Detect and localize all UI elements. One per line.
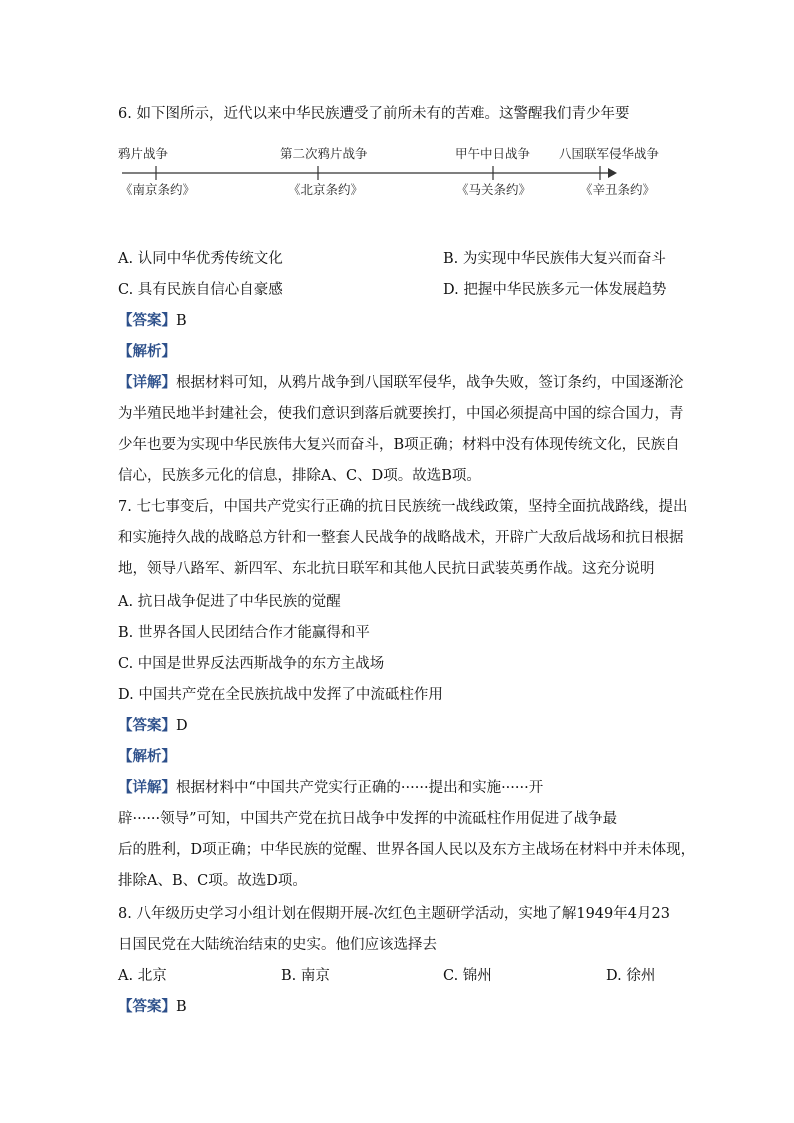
q8-answer: B	[176, 999, 187, 1015]
timeline-treaty-3: 《马关条约》	[456, 182, 532, 197]
q6-option-b: B. 为实现中华民族伟大复兴而奋斗	[443, 251, 666, 267]
answer-tag: 【答案】	[118, 998, 176, 1015]
q8-option-d: D. 徐州	[606, 968, 656, 984]
analysis-tag: 【解析】	[118, 343, 176, 360]
q7-answer: D	[176, 718, 188, 734]
timeline-arrowhead	[608, 168, 617, 178]
timeline-event-2: 第二次鸦片战争	[280, 146, 368, 161]
q6-detail-line-3: 少年也要为实现中华民族伟大复兴而奋斗，B项正确；材料中没有体现传统文化，民族自	[118, 437, 680, 453]
q6-detail-line-4: 信心，民族多元化的信息，排除A、C、D项。故选B项。	[118, 468, 481, 484]
detail-tag: 【详解】	[118, 779, 176, 796]
q7-detail-line-4: 排除A、B、C项。故选D项。	[118, 873, 307, 889]
q7-answer-row	[118, 716, 188, 736]
q7-stem-line-3: 地，领导八路军、新四军、东北抗日联军和其他人民抗日武装英勇作战。这充分说明	[118, 561, 655, 577]
answer-tag: 【答案】	[118, 312, 176, 329]
q6-option-d: D. 把握中华民族多元一体发展趋势	[443, 282, 667, 298]
q6-detail-line-1	[118, 373, 684, 393]
timeline-event-4: 八国联军侵华战争	[559, 146, 660, 161]
q8-stem-line-1: 8. 八年级历史学习小组计划在假期开展-次红色主题研学活动，实地了解1949年4月23	[118, 906, 670, 922]
q7-option-d: D. 中国共产党在全民族抗战中发挥了中流砥柱作用	[118, 687, 443, 703]
q7-detail-line-2: 辟······领导”可知，中国共产党在抗日战争中发挥的中流砥柱作用促进了战争最	[118, 811, 618, 827]
q8-option-a: A. 北京	[118, 968, 167, 984]
q7-option-c: C. 中国是世界反法西斯战争的东方主战场	[118, 656, 385, 672]
timeline-event-1: 鸦片战争	[118, 146, 169, 161]
q7-analysis-row	[118, 747, 176, 767]
timeline-event-3: 甲午中日战争	[455, 146, 531, 161]
q7-option-b: B. 世界各国人民团结合作才能赢得和平	[118, 625, 370, 641]
q6-stem: 6. 如下图所示，近代以来中华民族遭受了前所未有的苦难。这警醒我们青少年要	[118, 106, 630, 122]
timeline-treaty-1: 《南京条约》	[120, 182, 196, 197]
detail-tag: 【详解】	[118, 374, 176, 391]
q6-option-c: C. 具有民族自信心自豪感	[118, 282, 283, 298]
q6-detail-line-2: 为半殖民地半封建社会，使我们意识到落后就要挨打，中国必须提高中国的综合国力，青	[118, 406, 684, 422]
q7-option-a: A. 抗日战争促进了中华民族的觉醒	[118, 594, 341, 610]
q6-answer-row	[118, 311, 187, 331]
timeline-treaty-4: 《辛丑条约》	[580, 182, 656, 197]
analysis-tag: 【解析】	[118, 748, 176, 765]
q8-option-c: C. 锦州	[443, 968, 492, 984]
q6-timeline-diagram	[118, 142, 678, 202]
q6-option-a: A. 认同中华优秀传统文化	[118, 251, 283, 267]
q6-answer: B	[176, 313, 187, 329]
timeline-treaty-2: 《北京条约》	[288, 182, 364, 197]
q7-detail-text: 根据材料中“中国共产党实行正确的······提出和实施······开	[176, 780, 544, 796]
q6-analysis-row	[118, 342, 176, 362]
q7-detail-line-1	[118, 778, 543, 798]
q7-stem-line-1: 7. 七七事变后，中国共产党实行正确的抗日民族统一战线政策，坚持全面抗战路线，提出	[118, 499, 688, 515]
q8-option-b: B. 南京	[281, 968, 330, 984]
q7-detail-line-3: 后的胜利，D项正确；中华民族的觉醒、世界各国人民以及东方主战场在材料中并未体现，	[118, 842, 696, 858]
q6-detail-text: 根据材料可知，从鸦片战争到八国联军侵华，战争失败，签订条约，中国逐渐沦	[176, 375, 684, 391]
q8-answer-row	[118, 997, 187, 1017]
q8-stem-line-2: 日国民党在大陆统治结束的史实。他们应该选择去	[118, 937, 437, 953]
q7-stem-line-2: 和实施持久战的战略总方针和一整套人民战争的战略战术，开辟广大敌后战场和抗日根据	[118, 530, 684, 546]
answer-tag: 【答案】	[118, 717, 176, 734]
